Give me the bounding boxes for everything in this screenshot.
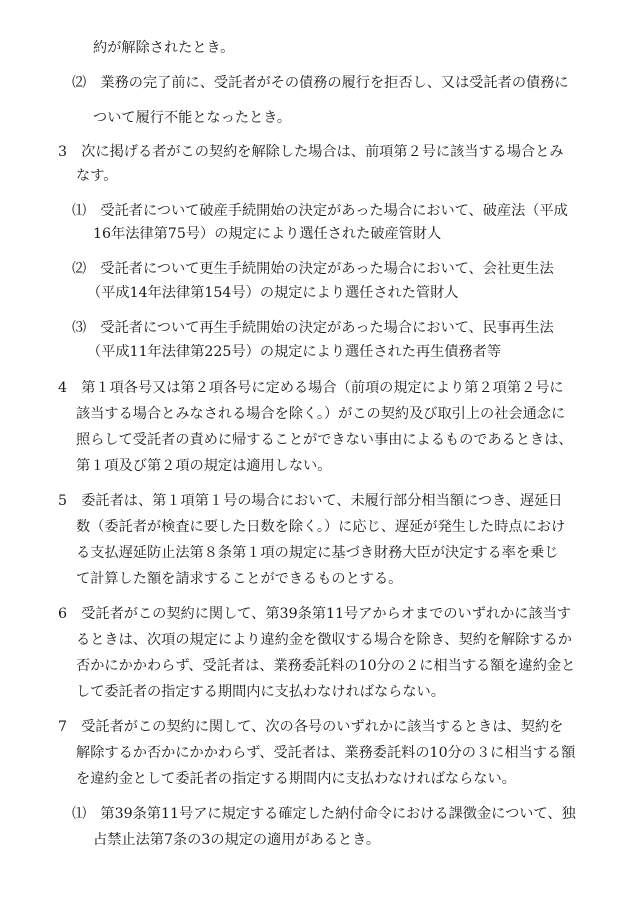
text-line: して委託者の指定する期間内に支払わなければならない。 (76, 684, 445, 700)
text-line: なす。 (76, 168, 118, 184)
text-line: て計算した額を請求することができるものとする。 (76, 571, 403, 587)
text-line: 該当する場合とみなされる場合を除く。）がこの契約及び取引上の社会通念に (76, 406, 566, 422)
text-line: ⑴ 第39条第11号アに規定する確定した納付命令における課徴金について、独 (72, 806, 576, 822)
text-line: ついて履行不能となったとき。 (93, 110, 292, 126)
text-line: 数（委託者が検査に要した日数を除く。）に応じ、遅延が発生した時点におけ (76, 519, 566, 535)
text-line: 解除するか否かにかかわらず、受託者は、業務委託料の10分の３に相当する額 (76, 745, 576, 761)
text-line: 4 第１項各号又は第２項各号に定める場合（前項の規定により第２項第２号に (58, 380, 564, 396)
text-line: 6 受託者がこの契約に関して、第39条第11号アからオまでのいずれかに該当す (58, 606, 572, 622)
text-line: 第１項及び第２項の規定は適用しない。 (76, 458, 332, 474)
text-line: 否かにかかわらず、受託者は、業務委託料の10分の２に相当する額を違約金と (76, 658, 576, 674)
text-line: （平成11年法律第225号）の規定により選任された再生債務者等 (87, 344, 502, 360)
text-line: 7 受託者がこの契約に関して、次の各号のいずれかに該当するときは、契約を (58, 719, 564, 735)
text-line: を違約金として委託者の指定する期間内に支払わなければならない。 (76, 771, 516, 787)
text-line: ⑵ 受託者について更生手続開始の決定があった場合において、会社更生法 (72, 261, 554, 277)
text-line: る支払遅延防止法第８条第１項の規定に基づき財務大臣が決定する率を乗じ (76, 545, 559, 561)
text-line: 占禁止法第7条の3の規定の適用があるとき。 (93, 832, 381, 848)
text-line: ⑴ 受託者について破産手続開始の決定があった場合において、破産法（平成 (72, 203, 568, 219)
text-line: 16年法律第75号）の規定により選任された破産管財人 (93, 226, 442, 242)
text-line: 5 委託者は、第１項第１号の場合において、未履行部分相当額につき、遅延日 (58, 493, 563, 509)
text-line: （平成14年法律第154号）の規定により選任された管財人 (87, 285, 459, 301)
text-line: ⑶ 受託者について再生手続開始の決定があった場合において、民事再生法 (72, 320, 554, 336)
text-line: ⑵ 業務の完了前に、受託者がその債務の履行を拒否し、又は受託者の債務に (72, 75, 569, 91)
text-line: 3 次に掲げる者がこの契約を解除した場合は、前項第２号に該当する場合とみ (58, 144, 564, 160)
text-line: 約が解除されたとき。 (93, 40, 235, 56)
text-line: 照らして受託者の責めに帰することができない事由によるものであるときは、 (76, 432, 573, 448)
text-line: るときは、次項の規定により違約金を徴収する場合を除き、契約を解除するか (76, 632, 572, 648)
